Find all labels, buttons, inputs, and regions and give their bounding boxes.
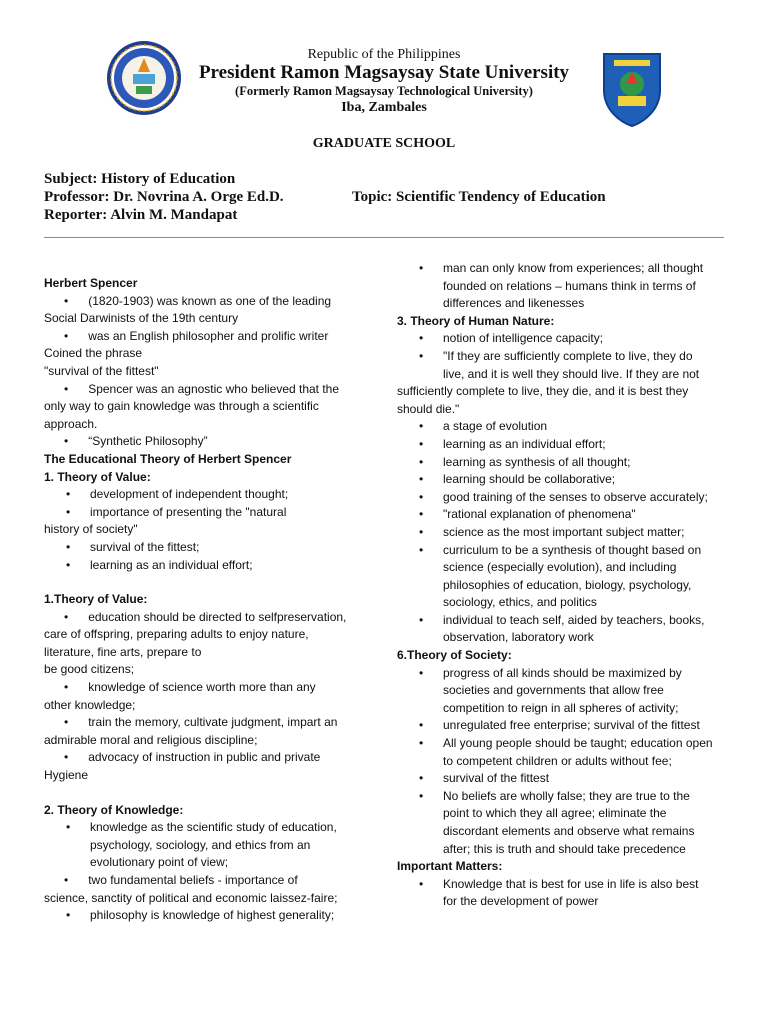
bullet-continuation: philosophies of education, biology, psychology, — [443, 577, 692, 592]
section-heading: 1.Theory of Value: — [44, 592, 148, 607]
section-heading: 1. Theory of Value: — [44, 469, 151, 484]
inline-bullet-item: • advocacy of instruction in public and private — [64, 750, 321, 765]
bullet-item: • philosophy is knowledge of highest generality; — [44, 907, 384, 925]
bullet-item: • All young people should be taught; education open — [397, 735, 737, 753]
body-text-line: history of society" — [44, 522, 138, 537]
inline-bullet-item: • two fundamental beliefs - importance of — [64, 873, 298, 887]
bullet-item: • Knowledge that is best for use in life is also best — [397, 876, 737, 894]
section-heading: 3. Theory of Human Nature: — [397, 313, 555, 328]
paragraph-gap — [44, 574, 384, 591]
bullet-item: • a stage of evolution — [397, 418, 737, 436]
section-heading: Herbert Spencer — [44, 276, 138, 290]
bullet-item: • survival of the fittest; — [44, 539, 384, 557]
bullet-item: • No beliefs are wholly false; they are true to the — [397, 788, 737, 806]
section-heading: 2. Theory of Knowledge: — [44, 802, 184, 817]
bullet-item: • learning as an individual effort; — [44, 557, 384, 575]
body-text-line: Social Darwinists of the 19th century — [44, 311, 239, 326]
inline-bullet-item: • knowledge of science worth more than any — [64, 680, 316, 695]
reporter-line: Reporter: Alvin M. Mandapat — [44, 207, 238, 223]
bullet-continuation: point to which they all agree; eliminate the — [443, 806, 667, 821]
body-text-line: "survival of the fittest" — [44, 363, 159, 378]
bullet-item: • science as the most important subject matter; — [397, 524, 737, 542]
bullet-item: • survival of the fittest — [397, 770, 737, 788]
inline-bullet-item: • Spencer was an agnostic who believed that the — [64, 381, 340, 396]
body-text-line: literature, fine arts, prepare to — [44, 644, 202, 659]
body-text-line: care of offspring, preparing adults to enjoy nature, — [44, 627, 309, 642]
bullet-item: • curriculum to be a synthesis of thought based on — [397, 542, 737, 560]
bullet-item: • knowledge as the scientific study of education, — [44, 819, 384, 837]
left-column — [44, 275, 384, 925]
university-name: President Ramon Magsaysay State University — [198, 62, 570, 83]
inline-bullet-item: • education should be directed to selfpreservation, — [64, 609, 347, 624]
bullet-item: • "rational explanation of phenomena" — [397, 506, 737, 524]
bullet-item: • notion of intelligence capacity; — [397, 330, 737, 348]
section-heading: 6.Theory of Society: — [397, 648, 512, 663]
right-column — [397, 260, 737, 911]
document-header — [0, 0, 768, 140]
bullet-continuation: to competent children or adults without fee; — [443, 753, 672, 768]
body-text-line: approach. — [44, 416, 98, 431]
body-text-line: other knowledge; — [44, 697, 136, 712]
section-heading: Important Matters: — [397, 859, 503, 874]
bullet-continuation: for the development of power — [443, 894, 599, 909]
bullet-continuation: competition to reign in all spheres of activity; — [443, 700, 679, 715]
bullet-item: • progress of all kinds should be maximized by — [397, 665, 737, 683]
section-heading: The Educational Theory of Herbert Spencer — [44, 451, 292, 466]
bullet-item: • individual to teach self, aided by teachers, books, — [397, 612, 737, 630]
bullet-item: • man can only know from experiences; all thought — [397, 260, 737, 278]
body-text-line: be good citizens; — [44, 662, 135, 677]
graduate-school-heading: GRADUATE SCHOOL — [312, 136, 456, 151]
paragraph-gap — [44, 785, 384, 802]
body-text-line: should die." — [397, 401, 460, 416]
bullet-continuation: science (especially evolution), and including — [443, 560, 677, 575]
body-text-line: science, sanctity of political and economic laissez-faire; — [44, 890, 338, 905]
inline-bullet-item: • “Synthetic Philosophy” — [64, 434, 208, 449]
bullet-continuation: live, and it is well they should live. If they are not — [443, 366, 700, 381]
bullet-continuation: differences and likenesses — [443, 296, 585, 311]
bullet-continuation: discordant elements and observe what remains — [443, 824, 695, 838]
bullet-item: • learning should be collaborative; — [397, 471, 737, 489]
topic-line: Topic: Scientific Tendency of Education — [352, 189, 606, 205]
body-text-line: Hygiene — [44, 768, 89, 783]
body-text-line: admirable moral and religious discipline; — [44, 732, 258, 747]
body-text-line: sufficiently complete to live, they die, and it is best they — [397, 384, 689, 399]
bullet-item: • unregulated free enterprise; survival of the fittest — [397, 717, 737, 735]
bullet-continuation: societies and governments that allow free — [443, 683, 664, 698]
republic-line: Republic of the Philippines — [307, 47, 461, 62]
bullet-continuation: after; this is truth and should take precedence — [443, 841, 686, 856]
inline-bullet-item: • (1820-1903) was known as one of the leading — [64, 293, 332, 308]
former-name: (Formerly Ramon Magsaysay Technological University) — [235, 84, 533, 98]
bullet-item: • importance of presenting the "natural — [44, 504, 384, 522]
inline-bullet-item: • train the memory, cultivate judgment, impart an — [64, 715, 338, 730]
bullet-item: • "If they are sufficiently complete to live, they do — [397, 348, 737, 366]
bullet-item: • development of independent thought; — [44, 486, 384, 504]
bullet-continuation: evolutionary point of view; — [90, 855, 229, 870]
bullet-item: • good training of the senses to observe accurately; — [397, 489, 737, 507]
professor-line: Professor: Dr. Novrina A. Orge Ed.D. — [44, 189, 284, 205]
subject-line: Subject: History of Education — [44, 171, 236, 187]
bullet-continuation: psychology, sociology, and ethics from an — [90, 837, 311, 852]
bullet-item: • learning as synthesis of all thought; — [397, 454, 737, 472]
location-line: Iba, Zambales — [341, 100, 427, 115]
body-text-line: only way to gain knowledge was through a scientific — [44, 399, 319, 414]
bullet-continuation: observation, laboratory work — [443, 630, 594, 645]
bullet-item: • learning as an individual effort; — [397, 436, 737, 454]
bullet-continuation: founded on relations – humans think in terms of — [443, 278, 696, 293]
header-divider — [44, 237, 724, 238]
inline-bullet-item: • was an English philosopher and prolific writer — [64, 328, 329, 343]
body-text-line: Coined the phrase — [44, 346, 143, 361]
bullet-continuation: sociology, ethics, and politics — [443, 595, 597, 610]
